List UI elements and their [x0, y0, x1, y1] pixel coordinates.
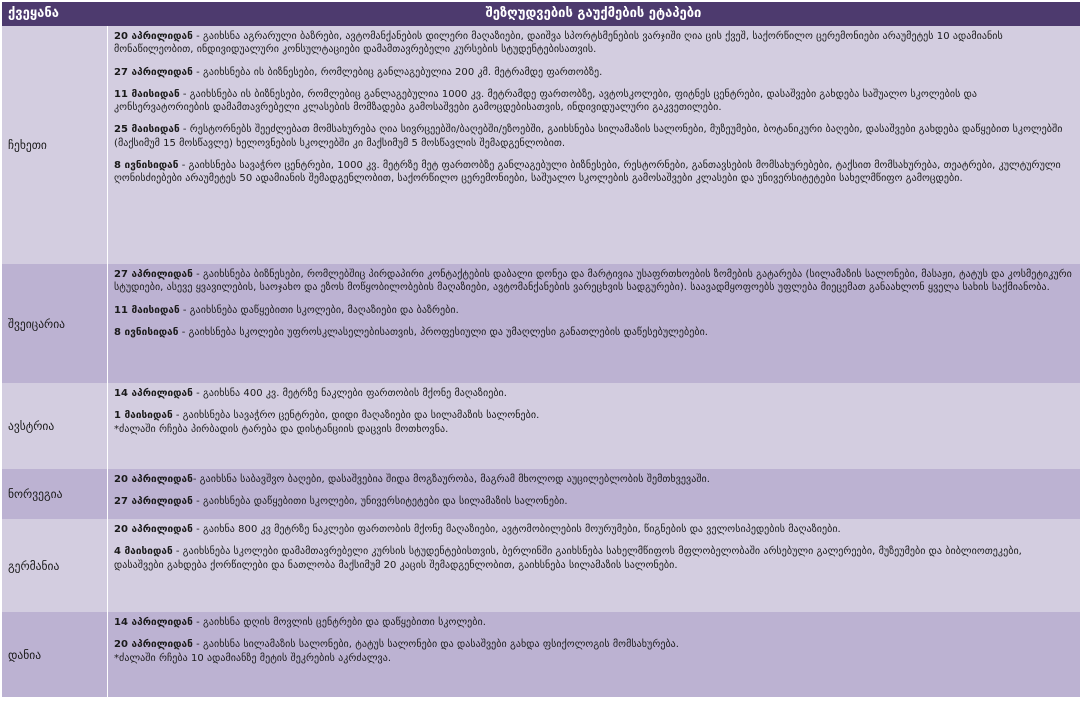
country-cell: ჩეხეთი	[2, 26, 108, 264]
stage-entry	[114, 616, 1072, 629]
stage-entry	[114, 159, 1072, 186]
stage-entry	[114, 495, 1072, 508]
stage-entry	[114, 638, 1072, 665]
country-cell: დანია	[2, 612, 108, 697]
table-row	[2, 264, 1080, 383]
country-cell: შვეიცარია	[2, 264, 108, 383]
stage-entry	[114, 545, 1072, 572]
stage-date: 11 მაისიდან	[114, 88, 180, 100]
stage-entry	[114, 123, 1072, 150]
stage-date: 4 მაისიდან	[114, 546, 173, 558]
country-cell: გერმანია	[2, 519, 108, 612]
stage-text: - გაიხსნება სავაჭრო ცენტრები, დიდი მაღაზიები და სილამაზის სალონები.	[172, 410, 540, 422]
header-country: ქვეყანა	[8, 6, 59, 21]
table-row	[2, 26, 1080, 264]
stage-date: 8 ივნისიდან	[114, 160, 179, 172]
stage-text: - გაიხნა 800 კვ მეტრზე ნაკლები ფართობის მქონე მაღაზიები, ავტომობილების მოურუმები, წიგნების და ველოსიპედების მაღაზიები.	[192, 524, 841, 535]
stage-text: - გაიხსნება სკოლები დამამთავრებელი კურსის სტუდენტებისთვის, ბერლინში გაიხსნება სახელმწიფოს მფლობელობაში არსებული გალერეები, მუზეუმები და ბიბლიოთეკები, დასაშვები გახდება ქორწილები და ნათლობა მაქსიმუმ 20 კაცის შემადგენლობით, გაიხსნება სილამაზის სალონები.	[114, 546, 1022, 571]
stage-date: 8 ივნისიდან	[114, 326, 179, 338]
header-stages: შეზღუდვების გაუქმების ეტაპები	[485, 6, 702, 21]
country-cell: ავსტრია	[2, 383, 108, 469]
stage-date: 20 აპრილიდან	[114, 524, 193, 535]
stage-text: - გაიხსნა დღის მოვლის ცენტრები და დაწყებითი სკოლები.	[192, 617, 486, 628]
stage-entry	[114, 387, 1072, 400]
stage-date: 14 აპრილიდან	[114, 388, 193, 399]
stages-cell	[108, 383, 1080, 469]
stage-date: 14 აპრილიდან	[114, 617, 193, 628]
stages-cell	[108, 469, 1080, 519]
stage-note: *ძალაში რჩება პირბადის ტარება და დისტანციის დაცვის მოთხოვნა.	[114, 423, 449, 435]
table-row	[2, 469, 1080, 519]
stages-cell	[108, 519, 1080, 612]
stage-text: - გაიხსნა საბავშვო ბაღები, დასაშვებია შიდა მოგზაურობა, მაგრამ მხოლოდ აუცილებლობის შემთხვევაში.	[192, 474, 711, 485]
stage-text: - გაიხსნება დაწყებითი სკოლები, მაღაზიები და ბაზრები.	[179, 304, 459, 316]
stage-entry	[114, 473, 1072, 486]
stages-cell	[108, 612, 1080, 697]
stage-text: - რესტორნებს შეეძლებათ მომსახურება ღია სივრცეებში/ბაღებში/ეზოებში, გაიხსნება სილამაზის სალონები, მუზეუმები, ბოტანიკური ბაღები, დასაშვები გახდება დაწყებით სკოლებში (მაქსიმუმ 15 მოსწავლე) ხელოვნების სკოლებში კი მაქსიმუმ 5 მოსწავლის შემადგენლობით.	[114, 124, 1063, 149]
stage-text: - გაიხსნება ის ბიზნესები, რომლებიც განლაგებულია 200 კმ. მეტრამდე ფართობზე.	[192, 66, 603, 78]
country-cell: ნორვეგია	[2, 469, 108, 519]
stages-cell	[108, 264, 1080, 383]
table-body	[2, 26, 1080, 697]
stage-entry	[114, 268, 1072, 295]
table-row	[2, 612, 1080, 697]
stage-text: - გაიხსნება ბიზნესები, რომლებშიც პირდაპირი კონტაქტების დაბალი დონეა და მარტივია უსაფრთხოების ზომების გატარება (სილამაზის სალონები, მასაჟი, ტატუს და კოსმეტიკური სტუდიები, ასევე ყვავილების, საოჯახო და ეზოს მოწყობილობების მაღაზიები, ავტომანქანების ვარეცხვის სადგურები). საავადმყოფოებს უფლება მიეცემათ განაახლონ ყველა სახის საქმიანობა.	[114, 269, 1072, 294]
stage-entry	[114, 66, 1072, 79]
stage-entry	[114, 304, 1072, 317]
stage-text: - გაიხსნება დაწყებითი სკოლები, უნივერსიტეტები და სილამაზის სალონები.	[192, 496, 568, 508]
table-row	[2, 519, 1080, 612]
stage-date: 27 აპრილიდან	[114, 66, 193, 78]
stage-date: 11 მაისიდან	[114, 304, 180, 316]
stage-entry	[114, 409, 1072, 436]
stage-date: 20 აპრილიდან	[114, 639, 193, 651]
stage-entry	[114, 523, 1072, 536]
stage-text: - გაიხსნება სავაჭრო ცენტრები, 1000 კვ. მეტრზე მეტ ფართობზე განლაგებული ბიზნესები, რესტორნები, განთავსების მომსახურებები, ტაქსით მომსახურება, თეატრები, კულტურული ღონისძიებები არაუმეტეს 50 ადამიანის შემადგენლობით, საქორწილო ცერემონიები, საშუალო სკოლების გამოსაშვები კლასები და უნივერსიტეტები სახელმწიფო გამოცდები.	[114, 160, 1061, 185]
stage-text: - გაიხსნება სკოლები უფროსკლასელებისათვის, პროფესიული და უმაღლესი განათლების დაწესებულებები.	[178, 326, 709, 338]
stage-date: 25 მაისიდან	[114, 124, 180, 136]
stage-text: - გაიხსნა სილამაზის სალონები, ტატუს სალონები და დასაშვები გახდა ფსიქოლოგის მომსახურება.	[192, 639, 680, 651]
restrictions-table	[2, 2, 1080, 697]
stage-date: 20 აპრილიდან	[114, 31, 193, 42]
stage-text: - გაიხსნა 400 კვ. მეტრზე ნაკლები ფართობის მქონე მაღაზიები.	[192, 388, 508, 399]
stage-entry	[114, 326, 1072, 339]
stage-date: 27 აპრილიდან	[114, 496, 193, 508]
stage-text: - გაიხსნება ის ბიზნესები, რომლებიც განლაგებულია 1000 კვ. მეტრამდე ფართობზე, ავტოსკოლები, ფიტნეს ცენტრები, დასაშვები გახდება საშუალო სკოლების და კონსერვატორიების დამამთავრებელი კლასების მომზადება გამოსაშვები გამოცდებისათვის, ინდივიდუალური გაკვეთილები.	[114, 88, 977, 114]
stage-note: *ძალაში რჩება 10 ადამიანზე მეტის შეკრების აკრძალვა.	[114, 652, 392, 664]
stage-text: - გაიხსნა აგრარული ბაზრები, ავტომანქანების დილერი მაღაზიები, დაიშვა სპორტსმენების ვარჯიში ღია ცის ქვეშ, საქორწილო ცერემონიები არაუმეტეს 10 ადამიანის მონაწილეობით, ინდივიდუალური კონსულტაციები დამამთავრებელი კურსების სტუდენტებისათვის.	[114, 31, 1003, 56]
stage-date: 20 აპრილიდან	[114, 474, 193, 485]
table-header	[2, 2, 1080, 26]
stage-entry	[114, 30, 1072, 57]
table-row	[2, 383, 1080, 469]
stage-date: 1 მაისიდან	[114, 410, 173, 422]
stage-date: 27 აპრილიდან	[114, 269, 193, 280]
stage-entry	[114, 88, 1072, 115]
stages-cell	[108, 26, 1080, 264]
